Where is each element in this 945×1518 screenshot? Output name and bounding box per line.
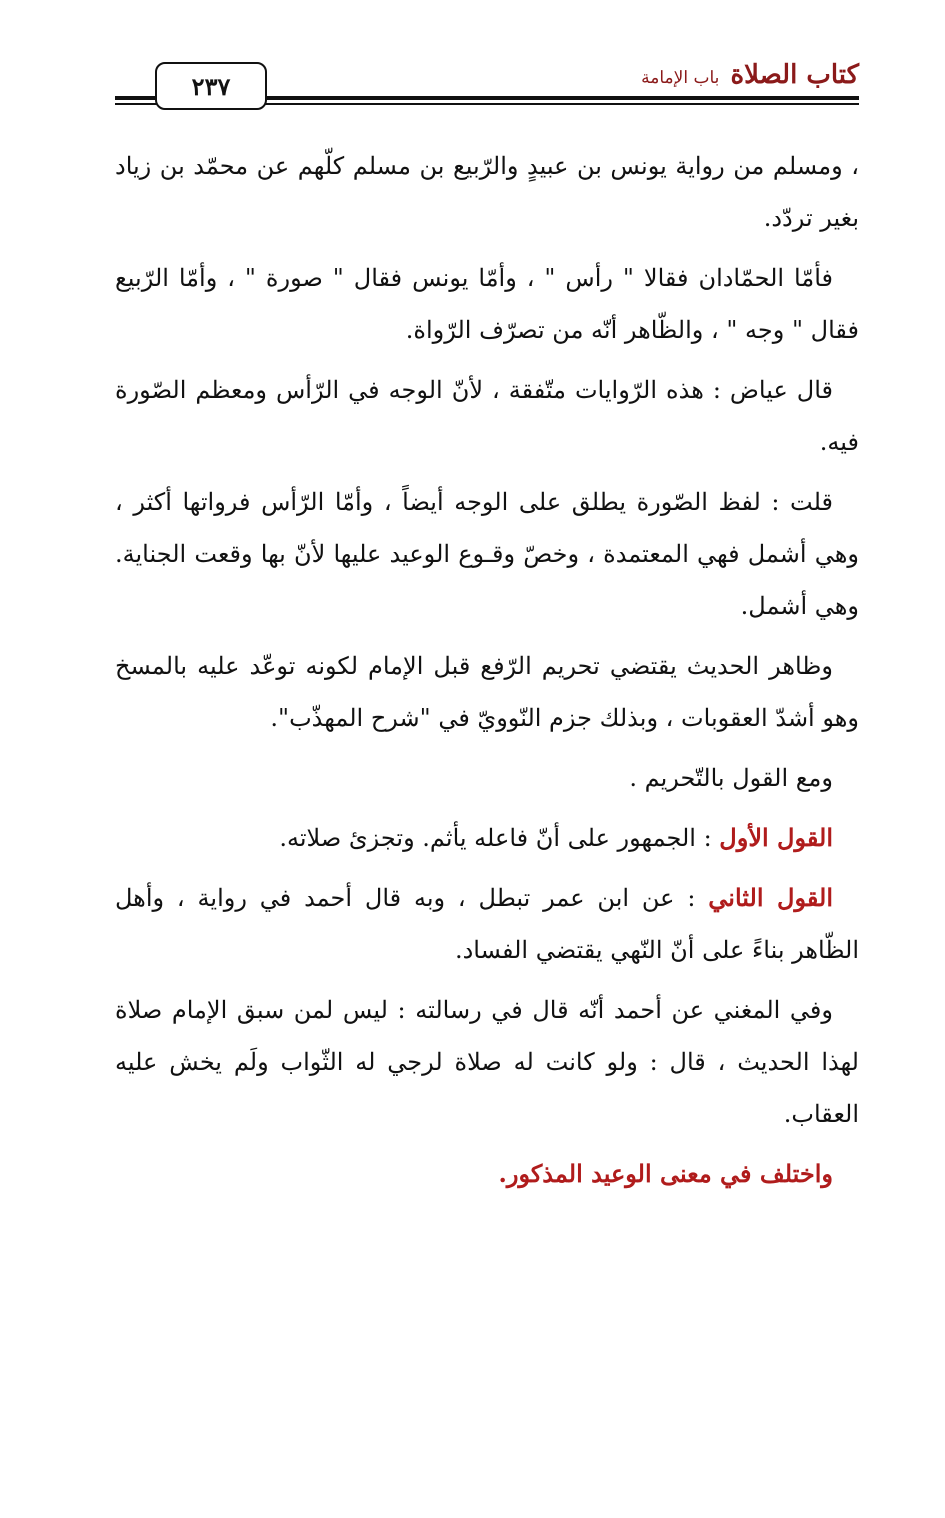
page-header <box>115 56 859 116</box>
running-head <box>641 60 859 90</box>
paragraph-2: فأمّا الحمّادان فقالا " رأس " ، وأمّا يونس فقال " صورة " ، وأمّا الرّبيع فقال " وجه " ، والظّاهر أنّه من تصرّف الرّواة. <box>115 264 859 344</box>
paragraph-5: وظاهر الحديث يقتضي تحريم الرّفع قبل الإمام لكونه توعّد عليه بالمسخ وهو أشدّ العقوبات ، وبذلك جزم النّوويّ في "شرح المهذّب". <box>115 652 859 732</box>
second-opinion-text: : عن ابن عمر تبطل ، وبه قال أحمد في رواية ، وأهل الظّاهر بناءً على أنّ النّهي يقتضي الفساد. <box>115 884 859 964</box>
paragraph-9: وفي المغني عن أحمد أنّه قال في رسالته : ليس لمن سبق الإمام صلاة لهذا الحديث ، قال : ولو كانت له صلاة لرجي له الثّواب ولَم يخش عليه العقاب. <box>115 996 859 1128</box>
paragraph-6: ومع القول بالتّحريم . <box>629 764 833 792</box>
book-title: كتاب الصلاة <box>730 60 859 90</box>
second-opinion-label: القول الثاني <box>708 883 834 912</box>
first-opinion-label: القول الأول <box>719 823 833 852</box>
page-number: ٢٣٧ <box>155 62 267 110</box>
paragraph-4: قلت : لفظ الصّورة يطلق على الوجه أيضاً ، وأمّا الرّأس فرواتها أكثر ، وهي أشمل فهي المعتمدة ، وخصّ وقـوع الوعيد عليها لأنّ بها وقعت الجناية. وهي أشمل. <box>115 488 859 620</box>
paragraph-8 <box>115 872 859 976</box>
first-opinion-text: : الجمهور على أنّ فاعله يأثم. وتجزئ صلاته. <box>279 824 720 852</box>
chapter-title: باب الإمامة <box>641 68 720 88</box>
section-heading: واختلف في معنى الوعيد المذكور. <box>498 1159 833 1188</box>
page-body <box>115 140 859 1208</box>
paragraph-7 <box>115 812 859 864</box>
paragraph-1: ، ومسلم من رواية يونس بن عبيدٍ والرّبيع بن مسلم كلّهم عن محمّد بن زياد بغير تردّد. <box>115 152 859 232</box>
paragraph-3: قال عياض : هذه الرّوايات متّفقة ، لأنّ الوجه في الرّأس ومعظم الصّورة فيه. <box>115 376 859 456</box>
